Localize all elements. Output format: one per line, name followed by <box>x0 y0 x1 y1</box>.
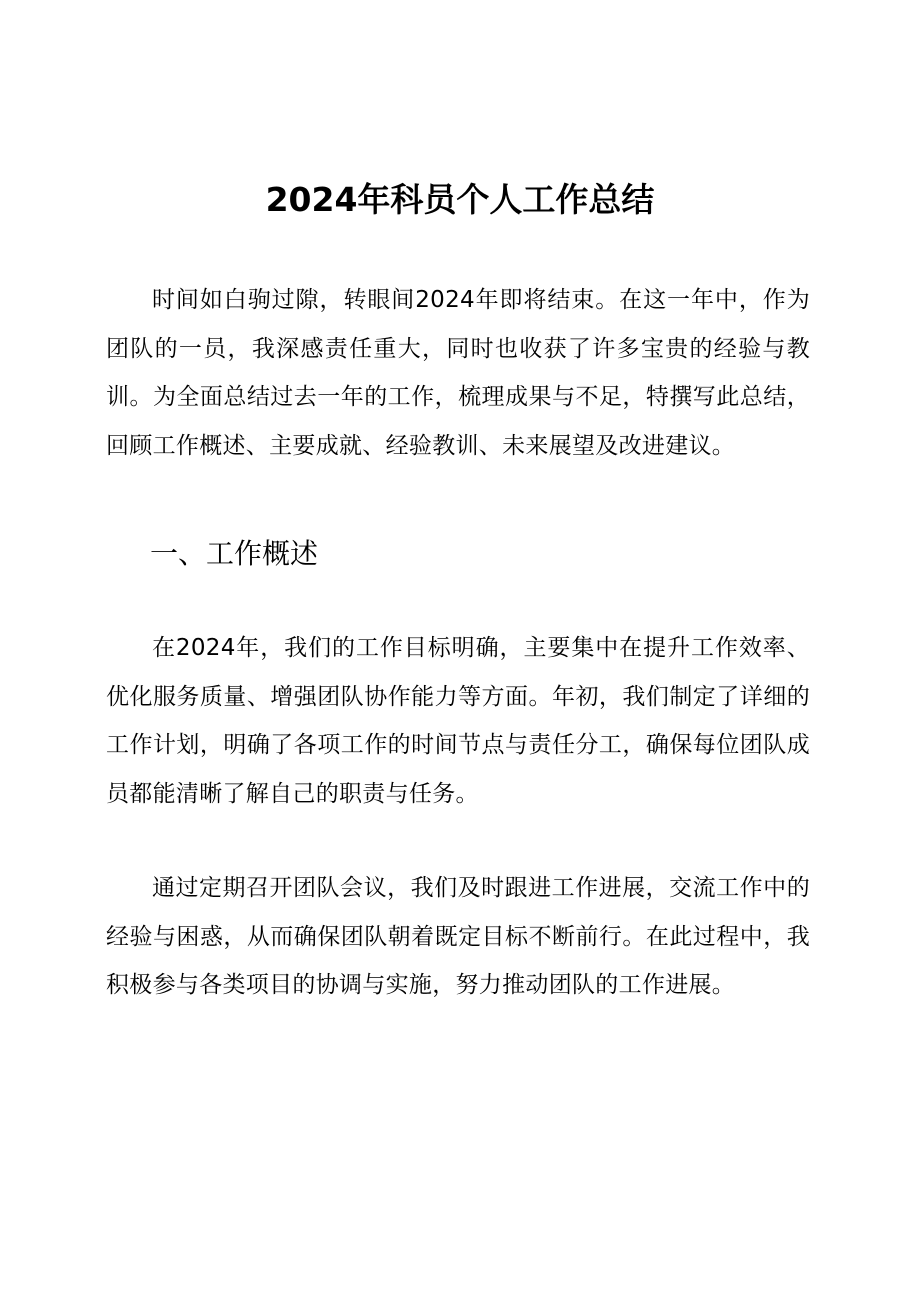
section-heading-work-overview: 一、工作概述 <box>150 537 319 570</box>
overview-paragraph: 通过定期召开团队会议，我们及时跟进工作进展，交流工作中的经验与困惑，从而确保团队朝着既定目标不断前行。在此过程中，我积极参与各类项目的协调与实施，努力推动团队的工作进展。 <box>106 875 810 998</box>
overview-paragraph: 在2024年，我们的工作目标明确，主要集中在提升工作效率、优化服务质量、增强团队协作能力等方面。年初，我们制定了详细的工作计划，明确了各项工作的时间节点与责任分工，确保每位团队成员都能清晰了解自己的职责与任务。 <box>106 635 810 807</box>
intro-paragraph: 时间如白驹过隙，转眼间2024年即将结束。在这一年中，作为团队的一员，我深感责任重大，同时也收获了许多宝贵的经验与教训。为全面总结过去一年的工作，梳理成果与不足，特撰写此总结，回顾工作概述、主要成就、经验教训、未来展望及改进建议。 <box>106 287 810 459</box>
document-title: 2024年科员个人工作总结 <box>265 180 655 219</box>
